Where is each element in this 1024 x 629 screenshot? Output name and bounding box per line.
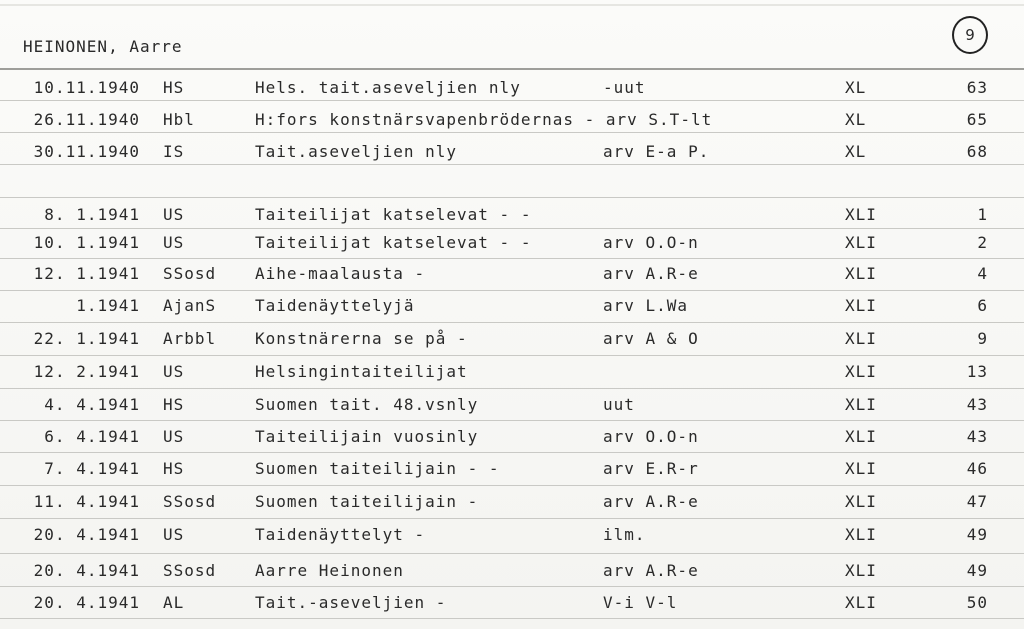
entry-page: 43 — [966, 427, 988, 446]
entry-title: Suomen taiteilijain - — [255, 492, 479, 511]
entry-note: -uut — [603, 78, 646, 97]
entry-page: 2 — [977, 233, 988, 252]
row-rule — [0, 388, 1024, 389]
entry-title: Hels. tait.aseveljien nly — [255, 78, 521, 97]
entry-date: 10.11.1940 — [33, 78, 140, 97]
entry-source: SSosd — [163, 264, 217, 283]
row-rule — [0, 518, 1024, 519]
entry-page: 1 — [977, 205, 988, 224]
entry-note: arv O.O-n — [603, 233, 699, 252]
entry-title: Helsingintaiteilijat — [255, 362, 468, 381]
entry-title: Taiteilijat katselevat - - — [255, 205, 532, 224]
row-rule — [0, 586, 1024, 587]
row-rule — [0, 355, 1024, 356]
entry-volume: XLI — [845, 329, 877, 348]
entry-page: 13 — [966, 362, 988, 381]
entry-row — [0, 142, 1024, 164]
entry-title: Suomen taiteilijain - - — [255, 459, 500, 478]
entry-page: 49 — [966, 525, 988, 544]
entry-page: 6 — [977, 296, 988, 315]
entry-page: 63 — [966, 78, 988, 97]
entry-volume: XL — [845, 110, 867, 129]
entry-source: AjanS — [163, 296, 217, 315]
row-rule — [0, 322, 1024, 323]
entry-title: Taidenäyttelyjä — [255, 296, 415, 315]
row-rule — [0, 228, 1024, 229]
entry-row — [0, 296, 1024, 318]
entry-source: SSosd — [163, 492, 217, 511]
entry-row — [0, 561, 1024, 583]
entry-volume: XL — [845, 78, 867, 97]
entry-note: uut — [603, 395, 635, 414]
entry-row — [0, 205, 1024, 227]
top-edge — [0, 4, 1024, 6]
entry-volume: XLI — [845, 362, 877, 381]
entry-date: 26.11.1940 — [33, 110, 140, 129]
entry-date: 20. 4.1941 — [33, 593, 140, 612]
entry-volume: XLI — [845, 233, 877, 252]
entry-note: arv A.R-e — [603, 561, 699, 580]
entry-date: 8. 1.1941 — [44, 205, 140, 224]
person-name: HEINONEN, Aarre — [23, 37, 183, 56]
entry-volume: XLI — [845, 459, 877, 478]
entry-page: 9 — [977, 329, 988, 348]
entry-volume: XLI — [845, 205, 877, 224]
entry-note: arv E-a P. — [603, 142, 710, 161]
entry-row — [0, 78, 1024, 100]
entry-title: Suomen tait. 48.vsnly — [255, 395, 479, 414]
entry-source: HS — [163, 395, 185, 414]
entry-note: arv O.O-n — [603, 427, 699, 446]
row-rule — [0, 420, 1024, 421]
header-rule — [0, 68, 1024, 70]
entry-note: arv A.R-e — [603, 492, 699, 511]
entry-volume: XLI — [845, 525, 877, 544]
entry-volume: XL — [845, 142, 867, 161]
entry-date: 12. 2.1941 — [33, 362, 140, 381]
entry-volume: XLI — [845, 427, 877, 446]
entry-date: 4. 4.1941 — [44, 395, 140, 414]
entry-volume: XLI — [845, 296, 877, 315]
entry-title: H:fors konstnärsvapenbrödernas - arv S.T-lt — [255, 110, 713, 129]
entry-row — [0, 459, 1024, 481]
entry-row — [0, 174, 1024, 196]
entry-page: 65 — [966, 110, 988, 129]
entry-source: Hbl — [163, 110, 195, 129]
entry-title: Tait.-aseveljien - — [255, 593, 447, 612]
entry-row — [0, 233, 1024, 255]
entry-source: HS — [163, 78, 185, 97]
entry-date: 22. 1.1941 — [33, 329, 140, 348]
entry-title: Taiteilijat katselevat - - — [255, 233, 532, 252]
entry-row — [0, 110, 1024, 132]
entry-note: arv L.Wa — [603, 296, 689, 315]
entry-source: HS — [163, 459, 185, 478]
entry-date: 11. 4.1941 — [33, 492, 140, 511]
entry-source: US — [163, 233, 185, 252]
entry-page: 4 — [977, 264, 988, 283]
entry-volume: XLI — [845, 492, 877, 511]
entry-date: 30.11.1940 — [33, 142, 140, 161]
entry-row — [0, 264, 1024, 286]
entry-source: IS — [163, 142, 185, 161]
entry-title: Taidenäyttelyt - — [255, 525, 426, 544]
entry-note: arv A & O — [603, 329, 699, 348]
entry-row — [0, 492, 1024, 514]
entry-date: 20. 4.1941 — [33, 561, 140, 580]
entry-row — [0, 362, 1024, 384]
entry-note: V-i V-l — [603, 593, 678, 612]
entry-title: Aihe-maalausta - — [255, 264, 426, 283]
entry-note: ilm. — [603, 525, 646, 544]
entry-date: 20. 4.1941 — [33, 525, 140, 544]
entry-page: 50 — [966, 593, 988, 612]
entry-title: Taiteilijain vuosinly — [255, 427, 479, 446]
entry-note: arv A.R-e — [603, 264, 699, 283]
entry-source: Arbbl — [163, 329, 217, 348]
entry-source: SSosd — [163, 561, 217, 580]
entry-row — [0, 329, 1024, 351]
entry-date: 10. 1.1941 — [33, 233, 140, 252]
entry-volume: XLI — [845, 593, 877, 612]
entry-row — [0, 427, 1024, 449]
row-rule — [0, 452, 1024, 453]
entry-page: 46 — [966, 459, 988, 478]
entry-source: US — [163, 525, 185, 544]
entry-source: US — [163, 427, 185, 446]
card-number-circle — [952, 16, 988, 54]
row-rule — [0, 100, 1024, 101]
entry-source: US — [163, 205, 185, 224]
entry-source: AL — [163, 593, 185, 612]
entry-page: 43 — [966, 395, 988, 414]
entry-date: 6. 4.1941 — [44, 427, 140, 446]
row-rule — [0, 553, 1024, 554]
card-number: 9 — [965, 26, 975, 44]
row-rule — [0, 132, 1024, 133]
entry-title: Konstnärerna se på - — [255, 329, 468, 348]
entry-volume: XLI — [845, 264, 877, 283]
entry-date: 12. 1.1941 — [33, 264, 140, 283]
entry-page: 47 — [966, 492, 988, 511]
row-rule — [0, 258, 1024, 259]
entry-source: US — [163, 362, 185, 381]
entry-date: 7. 4.1941 — [44, 459, 140, 478]
row-rule — [0, 290, 1024, 291]
entry-date: 1.1941 — [76, 296, 140, 315]
entry-row — [0, 395, 1024, 417]
row-rule — [0, 197, 1024, 198]
row-rule — [0, 485, 1024, 486]
row-rule — [0, 164, 1024, 165]
entry-page: 49 — [966, 561, 988, 580]
entry-note: arv E.R-r — [603, 459, 699, 478]
row-rule — [0, 618, 1024, 619]
entry-row — [0, 593, 1024, 615]
entry-title: Tait.aseveljien nly — [255, 142, 458, 161]
entry-title: Aarre Heinonen — [255, 561, 404, 580]
entry-volume: XLI — [845, 561, 877, 580]
entry-row — [0, 525, 1024, 547]
entry-volume: XLI — [845, 395, 877, 414]
entry-page: 68 — [966, 142, 988, 161]
